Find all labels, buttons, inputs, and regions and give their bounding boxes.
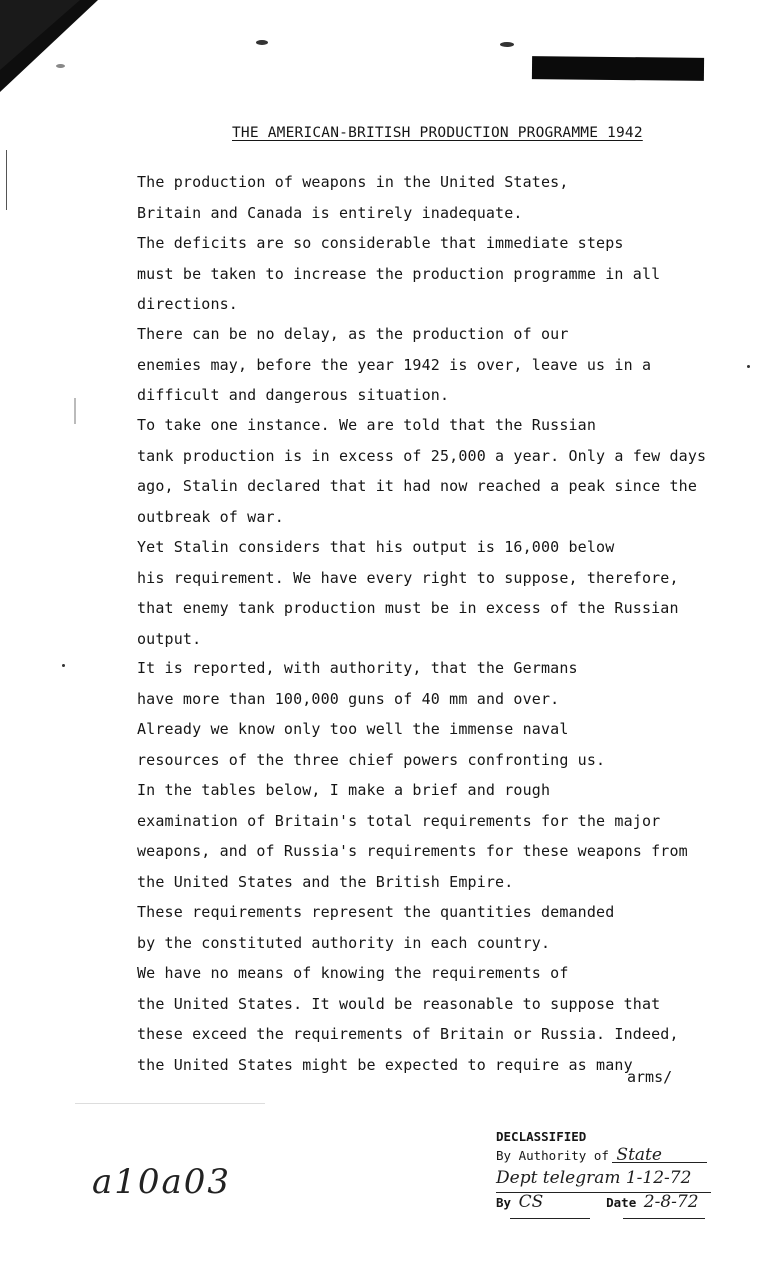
paragraph-line: outbreak of war. <box>137 507 284 526</box>
paragraph <box>137 897 737 958</box>
paragraph <box>137 228 737 320</box>
paragraph-line: We have no means of knowing the requirements of <box>137 964 569 982</box>
continuation-word: arms/ <box>627 1068 673 1086</box>
folded-corner-shadow <box>0 0 100 100</box>
stamp-by-label: By <box>496 1195 512 1210</box>
paragraph-line: tank production is in excess of 25,000 a year. Only a few days <box>137 446 707 465</box>
stamp-date-value: 2-8-72 <box>643 1192 699 1212</box>
paragraph-line: There can be no delay, as the production of our <box>137 325 569 343</box>
ink-speck <box>500 42 514 47</box>
paragraph-line: To take one instance. We are told that the Russian <box>137 416 597 434</box>
paragraph-line: the United States might be expected to require as many <box>137 1055 633 1074</box>
ink-speck <box>62 664 65 667</box>
paragraph-line: have more than 100,000 guns of 40 mm and over. <box>137 689 560 708</box>
paragraph <box>137 653 737 714</box>
stamp-authority-value: State <box>616 1145 662 1165</box>
paragraph-line: weapons, and of Russia's requirements for these weapons from <box>137 842 688 860</box>
paragraph <box>137 775 737 897</box>
paragraph <box>137 410 737 532</box>
document-title: THE AMERICAN-BRITISH PRODUCTION PROGRAMME 1942 <box>232 125 643 141</box>
paragraph-line: Britain and Canada is entirely inadequate. <box>137 203 523 222</box>
paragraph-line: These requirements represent the quantities demanded <box>137 903 615 921</box>
redaction-bar <box>532 56 704 81</box>
handwritten-reference-code: a10a03 <box>92 1162 232 1202</box>
paragraph <box>137 319 737 411</box>
paragraph-line: The production of weapons in the United States, <box>137 173 569 191</box>
paragraph-line: It is reported, with authority, that the Germans <box>137 659 578 677</box>
paragraph-line: In the tables below, I make a brief and rough <box>137 781 551 799</box>
stamp-heading: DECLASSIFIED <box>496 1129 587 1144</box>
ink-speck <box>74 398 76 424</box>
ink-speck <box>747 365 750 368</box>
paragraph-line: examination of Britain's total requirements for the major <box>137 811 661 830</box>
paragraph-line: the United States. It would be reasonable to suppose that <box>137 994 661 1013</box>
paragraph <box>137 958 737 1080</box>
stamp-by-date-row <box>496 1193 699 1212</box>
stamp-authority-underline <box>612 1162 707 1163</box>
stamp-by-underline <box>510 1218 590 1219</box>
paragraph-line: difficult and dangerous situation. <box>137 386 450 404</box>
stamp-authority-label: By Authority of <box>496 1148 609 1163</box>
paragraph <box>137 714 737 775</box>
paragraph-line: output. <box>137 629 202 648</box>
stamp-authority-line2: Dept telegram 1-12-72 <box>496 1168 692 1188</box>
left-edge-mark <box>6 150 7 210</box>
paragraph-line: Already we know only too well the immense naval <box>137 720 569 738</box>
paragraph-line: by the constituted authority in each country. <box>137 933 551 952</box>
paragraph-line: directions. <box>137 295 238 313</box>
ink-speck <box>56 64 65 68</box>
stamp-by-value: CS <box>518 1192 544 1212</box>
faint-rule <box>75 1103 265 1104</box>
stamp-date-underline <box>623 1218 705 1219</box>
ink-speck <box>256 40 268 45</box>
paragraph-line: The deficits are so considerable that immediate steps <box>137 234 624 252</box>
paragraph-line: these exceed the requirements of Britain or Russia. Indeed, <box>137 1025 679 1043</box>
paragraph-line: resources of the three chief powers confronting us. <box>137 750 606 769</box>
paragraph-line: enemies may, before the year 1942 is over, leave us in a <box>137 355 652 374</box>
paragraph-line: the United States and the British Empire. <box>137 872 514 891</box>
paragraph-line: must be taken to increase the production programme in all <box>137 264 661 283</box>
paragraph-line: his requirement. We have every right to suppose, therefore, <box>137 568 679 587</box>
paragraph-line: ago, Stalin declared that it had now reached a peak since the <box>137 477 698 495</box>
stamp-dept-underline <box>496 1192 711 1193</box>
paragraph-line: Yet Stalin considers that his output is 16,000 below <box>137 538 615 556</box>
stamp-date-label: Date <box>606 1195 637 1210</box>
paragraph <box>137 532 737 654</box>
paragraph <box>137 167 737 228</box>
declassification-stamp <box>496 1128 699 1212</box>
paragraph-line: that enemy tank production must be in excess of the Russian <box>137 599 679 617</box>
